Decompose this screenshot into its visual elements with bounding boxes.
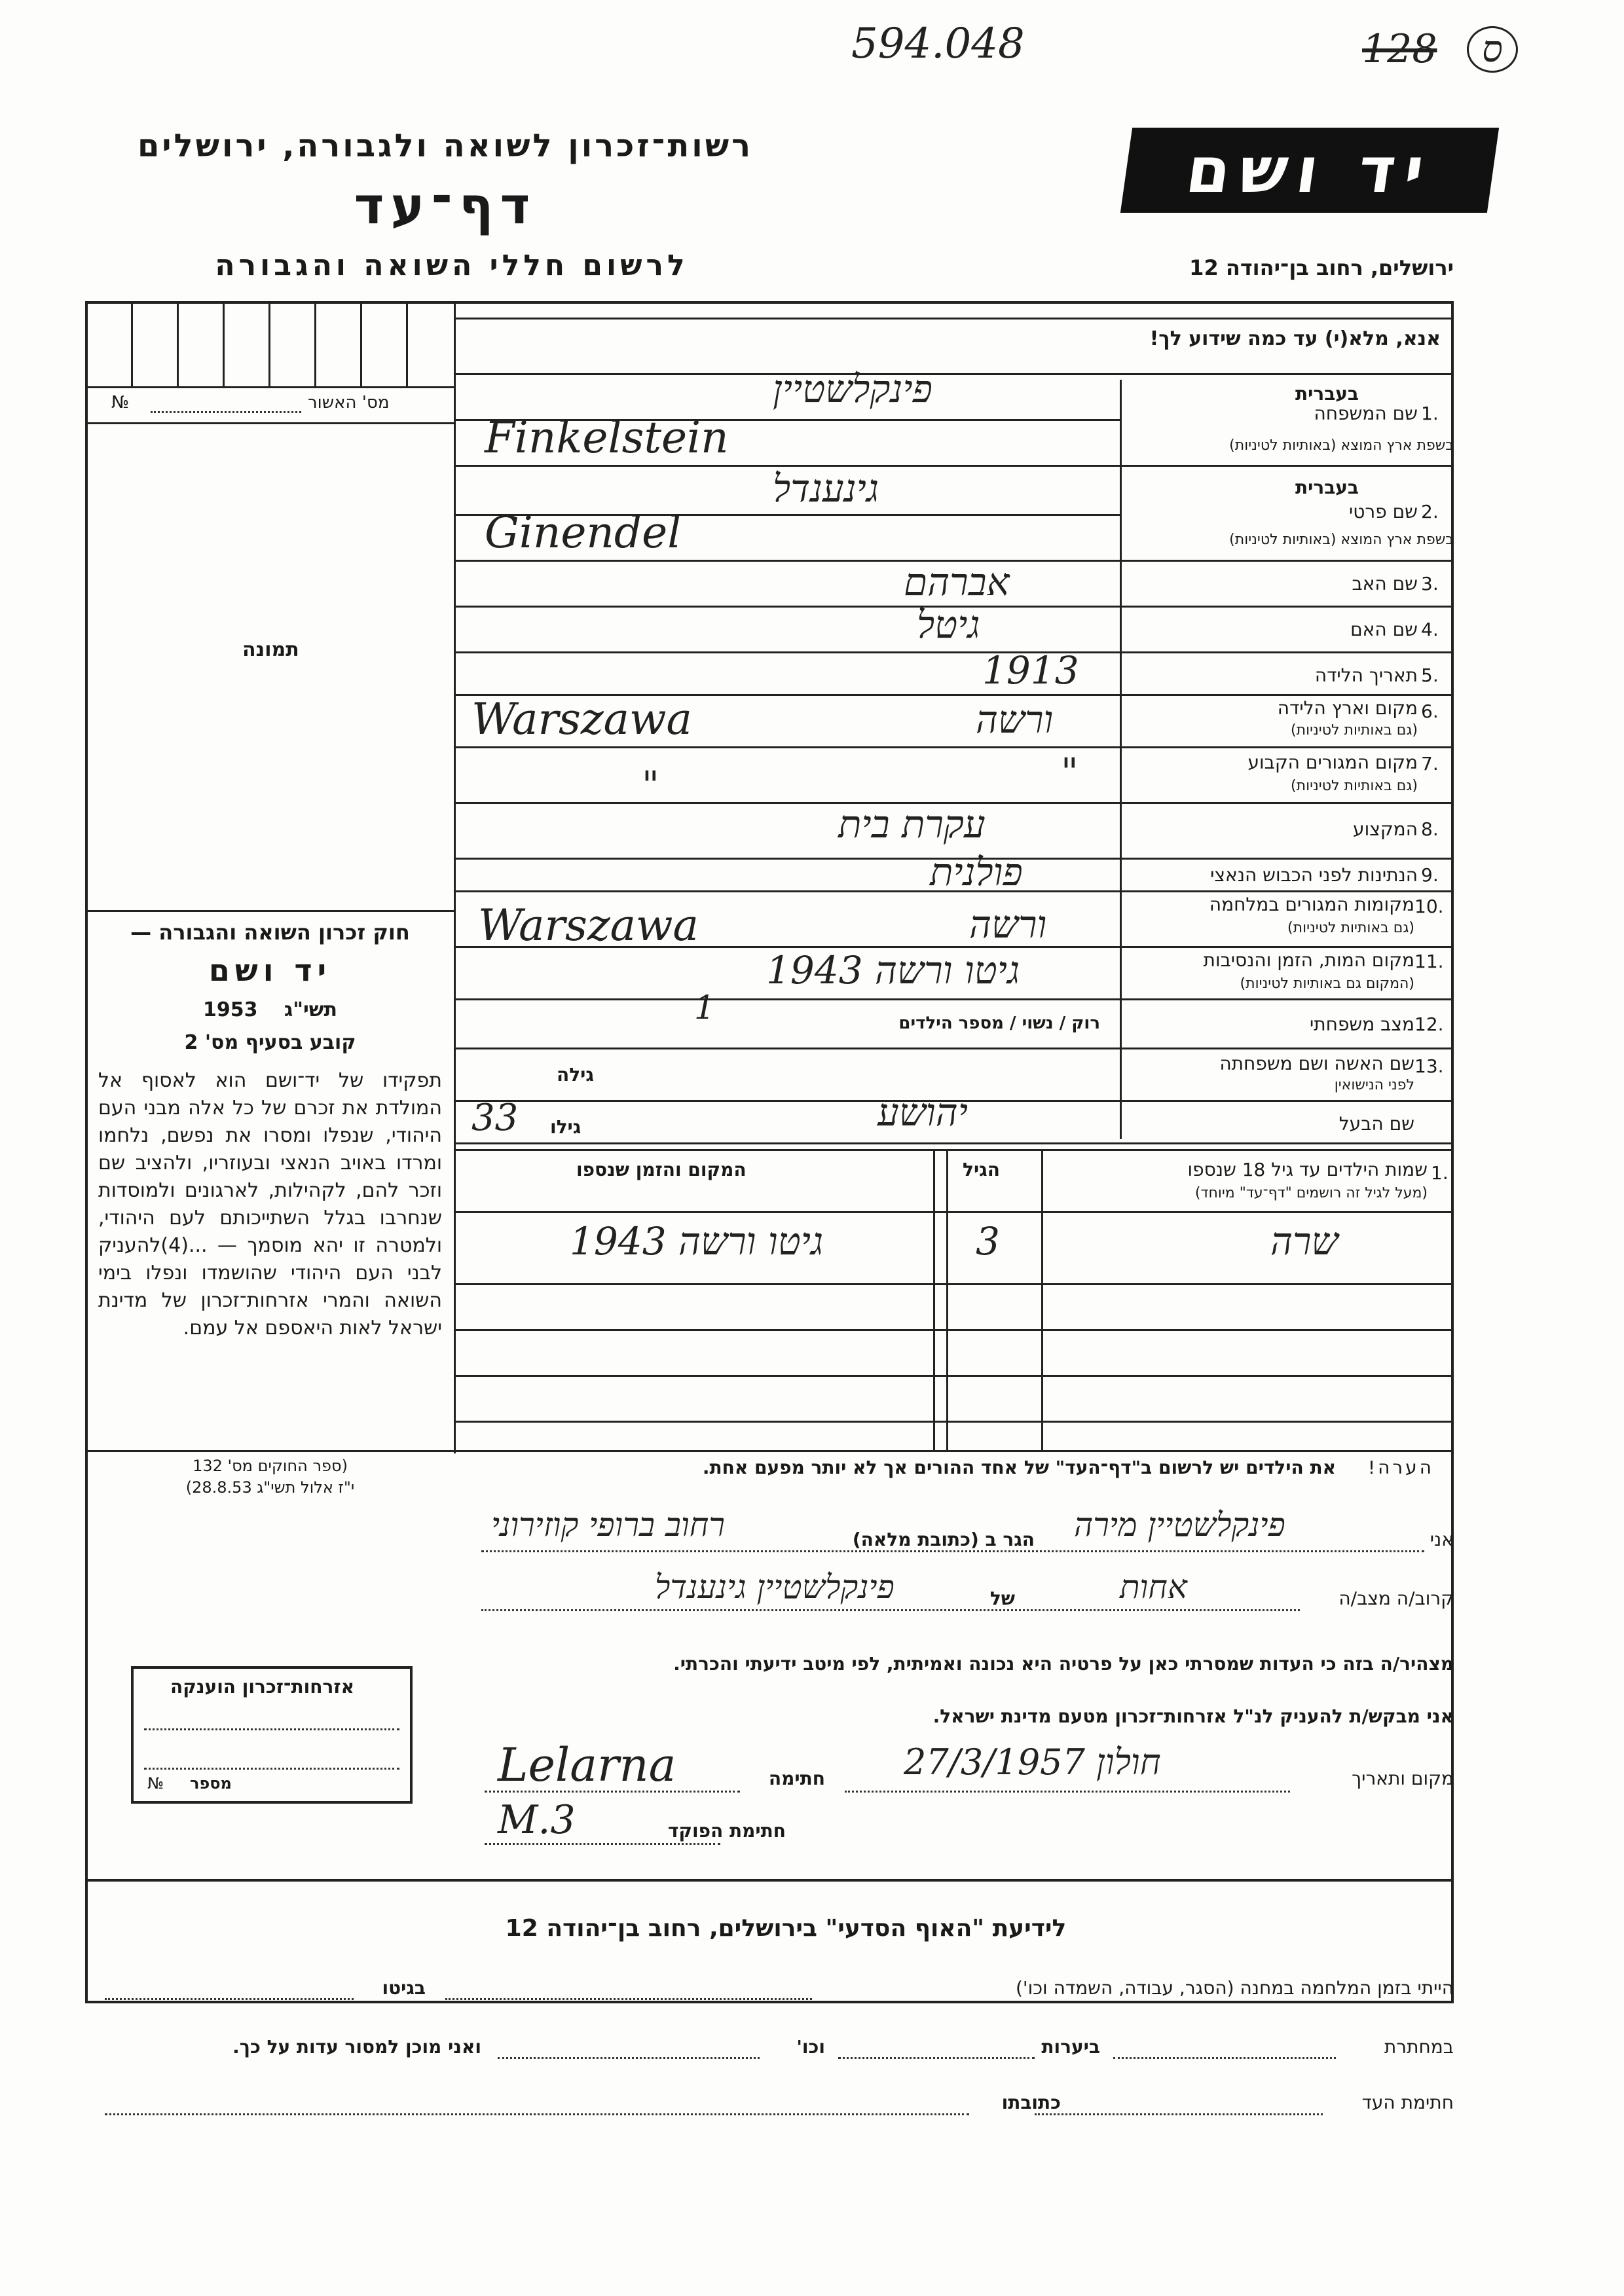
- citizenship-line-1: [144, 1728, 399, 1730]
- field-2-sub: בשפת ארץ המוצא (באותיות לטיניות): [1229, 532, 1454, 548]
- field-4-label: שם האם: [1350, 619, 1418, 640]
- logo: יד ושם: [1120, 128, 1499, 213]
- declarant-resides: הגר ב (כתובת מלאה): [852, 1529, 1035, 1550]
- field-2-tag: בעברית: [1295, 477, 1359, 498]
- field-1-sub: בשפת ארץ המוצא (באותיות לטיניות): [1229, 437, 1454, 454]
- file-prefix: ס: [1467, 26, 1518, 73]
- officer-label: חתימת הפוקד: [667, 1820, 786, 1842]
- field-9-num: 9.: [1421, 864, 1439, 886]
- relation[interactable]: אחות: [1120, 1568, 1187, 1606]
- photo-label: תמונה: [242, 638, 299, 661]
- file-number: 128: [1362, 26, 1437, 72]
- field-12-label: מצב משפחתי: [1309, 1013, 1414, 1035]
- law-clause: קובע בסעיף מס' 2: [184, 1031, 356, 1054]
- law-year: [92, 998, 449, 1021]
- field-7-num: 7.: [1421, 753, 1439, 774]
- field-13-sub: לפני הנישואין: [1334, 1077, 1414, 1093]
- family-name-hebrew[interactable]: פינקלשטיין: [773, 367, 932, 411]
- law-logo: יד ושם: [208, 953, 332, 988]
- field-2-num: 2.: [1421, 501, 1439, 522]
- first-name-hebrew[interactable]: גינענדל: [773, 466, 879, 511]
- declaration: מצהיר/ה בזה כי העדות שמסרתי כאן על פרטיה היא נכונה ואמיתית, לפי מיטב ידיעתי והכרתי.: [673, 1653, 1454, 1675]
- field-2-label: שם פרטי: [1348, 501, 1418, 522]
- residence-hebrew[interactable]: ": [1061, 750, 1079, 794]
- note-label: הערה!: [1367, 1457, 1434, 1478]
- children-num: 1.: [1431, 1162, 1449, 1184]
- signature-label: חתימה: [768, 1768, 825, 1789]
- approval-number-field[interactable]: [151, 411, 301, 413]
- husband-age[interactable]: 33: [471, 1097, 519, 1139]
- wartime-residence-hebrew[interactable]: ורשה: [969, 902, 1047, 947]
- age-header: הגיל: [963, 1159, 1000, 1180]
- birth-place-hebrew[interactable]: ורשה: [976, 697, 1054, 742]
- place-header: המקום והזמן שנספו: [576, 1159, 747, 1180]
- citizenship-no-label: מספר: [190, 1774, 232, 1793]
- footer-address-label: כתובתו: [1001, 2092, 1061, 2113]
- field-5-label: תאריך הלידה: [1314, 665, 1418, 686]
- field-8-label: המקצוע: [1353, 818, 1418, 840]
- father-name[interactable]: אברהם: [904, 560, 1010, 604]
- field-6-num: 6.: [1421, 701, 1439, 722]
- child-death-place[interactable]: גיטו ורשה 1943: [570, 1219, 824, 1264]
- nationality[interactable]: פולנית: [930, 850, 1023, 894]
- mother-name[interactable]: גיטל: [917, 602, 980, 647]
- relation-label: קרוב/ה מצב/ה: [1338, 1588, 1454, 1609]
- relation-of-name[interactable]: פינקלשטיין גינענדל: [655, 1568, 895, 1606]
- footer-forests-label: ביערות: [1041, 2036, 1100, 2058]
- archive-number: 594.048: [851, 20, 1025, 68]
- footer-etc-label: וכו': [796, 2036, 825, 2058]
- marital-options: רוק / נשוי / מספר הילדים: [898, 1013, 1100, 1033]
- field-6-label: מקום וארץ הלידה: [1277, 697, 1418, 719]
- citizenship-no-mark: №: [147, 1774, 164, 1793]
- field-5-num: 5.: [1421, 665, 1439, 686]
- footer-testify: ואני מוכן למסור עדות על כך.: [232, 2036, 481, 2058]
- wartime-residence-latin[interactable]: Warszawa: [478, 900, 699, 951]
- field-3-label: שם האב: [1352, 573, 1418, 594]
- footer-underground-label: במחתרת: [1384, 2036, 1454, 2058]
- law-reference: (ספר החוקים מס' 132: [193, 1457, 348, 1475]
- husband-age-label: גילו: [550, 1116, 581, 1138]
- field-8-num: 8.: [1421, 818, 1439, 840]
- husband-name[interactable]: יהושע: [877, 1090, 968, 1135]
- child-age[interactable]: 3: [976, 1219, 1000, 1264]
- footer-camp-label: הייתי בזמן המלחמה במחנה (הסגר, עבודה, השמדה וכו'): [1015, 1977, 1454, 1999]
- field-12-num: 12.: [1414, 1013, 1444, 1035]
- field-7-label: מקום המגורים הקבוע: [1247, 752, 1418, 773]
- family-name-latin[interactable]: Finkelstein: [485, 412, 729, 463]
- death-place[interactable]: גיטו ורשה 1943: [766, 948, 1020, 993]
- officer-signature[interactable]: M.3: [498, 1797, 576, 1843]
- relation-of: של: [989, 1588, 1015, 1609]
- citizenship-line-2: [144, 1768, 399, 1770]
- field-10-sub: (גם באותיות לטיניות): [1287, 920, 1414, 936]
- footer-title: לידיעת "האוף הסדעי" בירושלים, רחוב בן־יהודה 12: [505, 1915, 1067, 1942]
- residence-latin[interactable]: ": [642, 763, 659, 807]
- field-9-label: הנתינות לפני הכבוש הנאצי: [1210, 864, 1418, 886]
- children-count[interactable]: 1: [694, 989, 715, 1027]
- form-title: דף־עד: [354, 177, 537, 236]
- field-11-sub: (המקום גם באותיות לטיניות): [1240, 975, 1414, 992]
- citizenship-title: אזרחות־זכרון הוענקה: [170, 1676, 354, 1698]
- field-1-label: שם המשפחה: [1314, 403, 1418, 424]
- field-11-label: מקום המות, הזמן והנסיבות: [1203, 949, 1414, 971]
- first-name-latin[interactable]: Ginendel: [485, 507, 682, 558]
- children-sub: (מעל לגיל זה רושמים "דף־עד" מיוחד): [1194, 1185, 1428, 1201]
- field-13-label: שם האשה ושם משפחתה: [1219, 1053, 1414, 1074]
- field-1-num: 1.: [1421, 403, 1439, 424]
- authority-name: רשות־זכרון לשואה ולגבורה, ירושלים: [137, 128, 754, 164]
- declarant-address[interactable]: רחוב ברופי קוזירוני: [491, 1506, 725, 1544]
- approval-label: מס' האשור: [308, 393, 390, 412]
- approval-no-mark: №: [111, 393, 130, 412]
- law-year-he: תשי"ג: [284, 998, 338, 1021]
- footer-witness-signature: חתימת העד: [1361, 2092, 1454, 2113]
- declarant-name[interactable]: פינקלשטיין מירה: [1074, 1506, 1285, 1544]
- address: ירושלים, רחוב בן־יהודה 12: [1189, 255, 1454, 280]
- footer-ghetto-label: בגיטו: [382, 1977, 426, 1999]
- signature[interactable]: Lelarna: [498, 1738, 676, 1792]
- field-10-num: 10.: [1414, 896, 1444, 917]
- birth-date[interactable]: 1913: [982, 648, 1079, 693]
- law-title: חוק זכרון השואה והגבורה —: [130, 920, 410, 945]
- place-date-label: מקום ותאריך: [1352, 1768, 1454, 1789]
- occupation[interactable]: עקרת בית: [838, 802, 986, 847]
- field-11-num: 11.: [1414, 951, 1444, 972]
- field-6-sub: (גם באותיות לטיניות): [1291, 722, 1418, 738]
- note-text: את הילדים יש לרשום ב"דף־העד" של אחד ההורים אך לא יותר מפעם אחת.: [702, 1457, 1336, 1478]
- field-3-num: 3.: [1421, 573, 1439, 594]
- declarant-ani: אני: [1430, 1529, 1454, 1550]
- citizenship-request: אני מבקש/ת להעניק לנ"ל אזרחות־זכרון מטעם מדינת ישראל.: [932, 1705, 1454, 1727]
- husband-label: שם הבעל: [1338, 1113, 1414, 1135]
- law-year-number: 1953: [202, 998, 258, 1021]
- birth-place-latin[interactable]: Warszawa: [471, 694, 692, 744]
- field-1-tag: בעברית: [1295, 383, 1359, 405]
- form-subtitle: לרשום חללי השואה והגבורה: [215, 249, 689, 282]
- instruction: אנא, מלא(י) עד כמה שידוע לך!: [1149, 327, 1441, 350]
- law-reference-date: י"ז אלול תשי"ג 28.8.53): [185, 1478, 355, 1497]
- child-name[interactable]: שרה: [1270, 1219, 1338, 1264]
- field-10-label: מקומות המגורים במלחמה: [1209, 894, 1414, 915]
- field-13-num: 13.: [1414, 1055, 1444, 1077]
- field-4-num: 4.: [1421, 619, 1439, 640]
- field-7-sub: (גם באותיות לטיניות): [1291, 778, 1418, 794]
- wife-age-label: גילה: [557, 1064, 594, 1085]
- children-label: שמות הילדים עד גיל 18 שנספו: [1187, 1159, 1428, 1180]
- place-date[interactable]: חולון 27/3/1957: [904, 1741, 1161, 1783]
- law-text: תפקידו של יד־ושם הוא לאסוף אל המולדת את זכרם של כל אלה מבני העם היהודי, שנפלו ומסרו את נפשם, נלחמו ומרדו באויב הנאצי ובעוזריו, ולהציב שם וזכר להם, לקהילות, לארגונים ולמוסדות שנחרבו בגלל השתייכותם לעם היהודי, ולמטרה זו יהא מוסמך — ...(4)להעניק לבני העם היהודי שהושמדו ונפלו בימי השואה והמרי אזרחות־זכרון של מדינת ישראל לאות היאספם אל עמם.: [98, 1069, 442, 1339]
